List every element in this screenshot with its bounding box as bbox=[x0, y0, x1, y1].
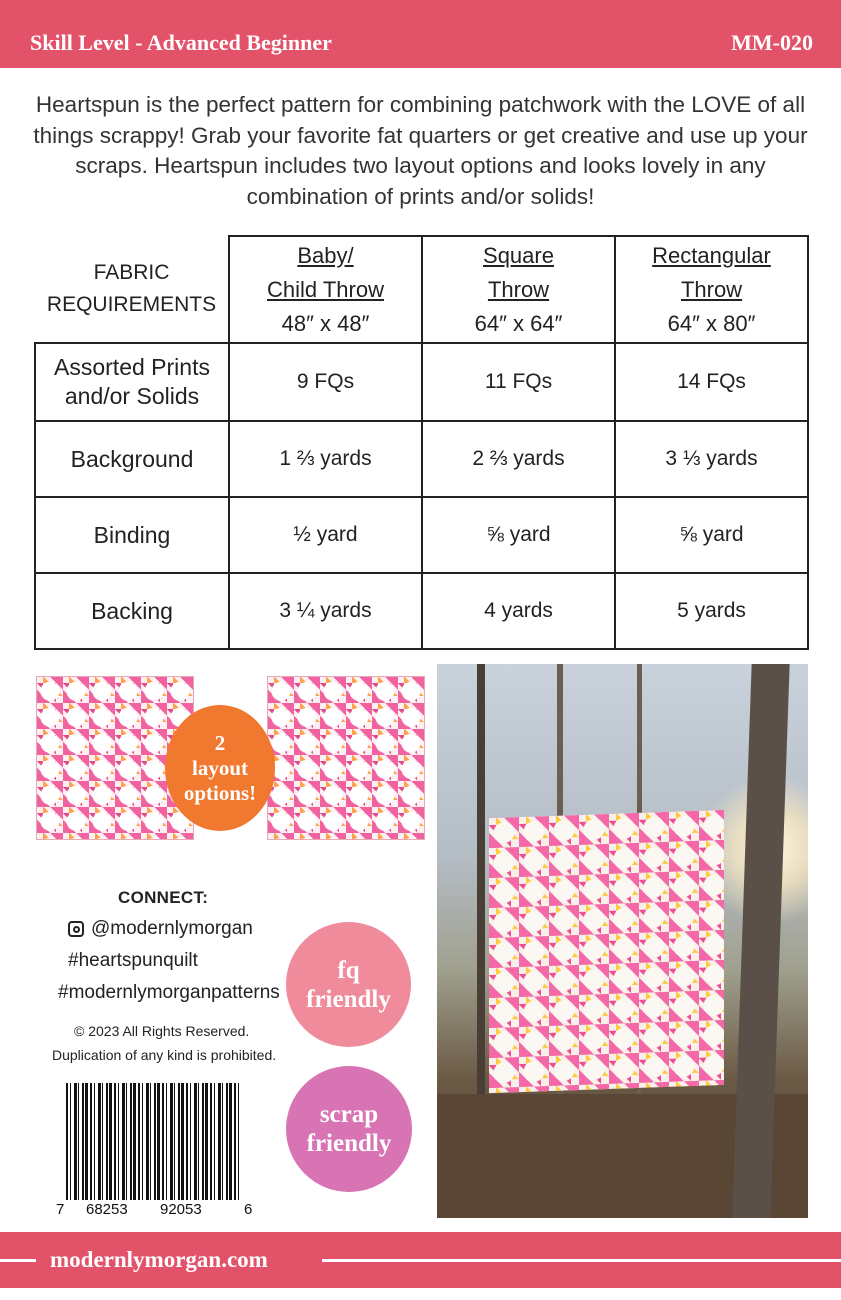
barcode-digit: 68253 bbox=[86, 1201, 128, 1218]
table-cell: 11 FQs bbox=[422, 343, 615, 421]
quilt-layout-option-2 bbox=[267, 676, 425, 840]
table-cell: ⅝ yard bbox=[422, 497, 615, 573]
column-name-line1: Rectangular bbox=[652, 242, 771, 268]
skill-level: Skill Level - Advanced Beginner bbox=[30, 30, 332, 55]
row-label-line1: Assorted Prints bbox=[54, 354, 210, 380]
column-size: 64″ x 64″ bbox=[474, 310, 563, 336]
column-size: 64″ x 80″ bbox=[667, 310, 756, 336]
column-name-line1: Square bbox=[483, 242, 554, 268]
barcode-digit: 92053 bbox=[160, 1201, 202, 1218]
quilt-photo bbox=[437, 664, 808, 1218]
table-row bbox=[35, 343, 808, 421]
column-header bbox=[229, 236, 422, 343]
column-size: 48″ x 48″ bbox=[281, 310, 370, 336]
instagram-handle-row bbox=[68, 918, 253, 940]
table-cell: 5 yards bbox=[615, 573, 808, 649]
table-cell: ⅝ yard bbox=[615, 497, 808, 573]
barcode-digit: 7 bbox=[56, 1201, 65, 1218]
fq-friendly-badge bbox=[286, 922, 411, 1047]
layout-options-badge bbox=[165, 705, 275, 831]
table-cell: 3 ⅓ yards bbox=[615, 421, 808, 497]
row-label-line2: and/or Solids bbox=[64, 383, 200, 409]
table-row bbox=[35, 421, 808, 497]
footer-rule-left bbox=[0, 1259, 36, 1262]
website-url: modernlymorgan.com bbox=[50, 1247, 268, 1272]
table-cell: 2 ⅔ yards bbox=[422, 421, 615, 497]
row-label: Binding bbox=[35, 497, 229, 573]
copyright-text: © 2023 All Rights Reserved. bbox=[74, 1023, 250, 1039]
instagram-handle: @modernlymorgan bbox=[91, 918, 253, 939]
table-cell: 14 FQs bbox=[615, 343, 808, 421]
barcode bbox=[66, 1083, 242, 1200]
pattern-code: MM-020 bbox=[731, 30, 813, 55]
row-label bbox=[35, 343, 229, 421]
connect-title: CONNECT: bbox=[118, 888, 209, 907]
table-cell: 4 yards bbox=[422, 573, 615, 649]
column-header bbox=[422, 236, 615, 343]
column-name-line2: Child Throw bbox=[267, 276, 384, 302]
table-row bbox=[35, 573, 808, 649]
column-name-line2: Throw bbox=[680, 276, 743, 302]
footer-bar bbox=[0, 1232, 841, 1288]
layout-options-text: 2 layout options! bbox=[183, 730, 257, 805]
table-row bbox=[35, 497, 808, 573]
table-cell: ½ yard bbox=[229, 497, 422, 573]
column-name-line2: Throw bbox=[487, 276, 550, 302]
row-label: Backing bbox=[35, 573, 229, 649]
table-header-row bbox=[35, 236, 808, 343]
fabric-requirements-table bbox=[34, 235, 809, 650]
hanging-quilt bbox=[489, 810, 724, 1093]
column-name-line1: Baby/ bbox=[297, 242, 354, 268]
hashtag-quilt: #heartspunquilt bbox=[68, 950, 198, 971]
corner-label-line1: FABRIC bbox=[93, 261, 170, 284]
row-label: Background bbox=[35, 421, 229, 497]
duplication-notice: Duplication of any kind is prohibited. bbox=[52, 1047, 277, 1063]
scrap-friendly-badge bbox=[286, 1066, 412, 1192]
corner-label-line2: REQUIREMENTS bbox=[46, 293, 217, 316]
table-cell: 9 FQs bbox=[229, 343, 422, 421]
table-corner-label bbox=[35, 236, 229, 343]
column-header bbox=[615, 236, 808, 343]
instagram-icon bbox=[68, 921, 84, 937]
footer-rule-right bbox=[322, 1259, 841, 1262]
table-cell: 1 ⅔ yards bbox=[229, 421, 422, 497]
barcode-digit: 6 bbox=[244, 1201, 253, 1218]
scrap-friendly-text: scrap friendly bbox=[306, 1101, 392, 1157]
header-bar bbox=[0, 0, 841, 68]
intro-paragraph: Heartspun is the perfect pattern for combining patchwork with the LOVE of all things scrappy! Grab your favorite fat quarters or get creative and use up your scraps. Heartspun includes two layout options and looks lovely in any combination of prints and/or solids! bbox=[33, 92, 808, 209]
fq-friendly-text: fq friendly bbox=[306, 956, 391, 1013]
table-cell: 3 ¼ yards bbox=[229, 573, 422, 649]
hashtag-patterns: #modernlymorganpatterns bbox=[58, 982, 280, 1003]
